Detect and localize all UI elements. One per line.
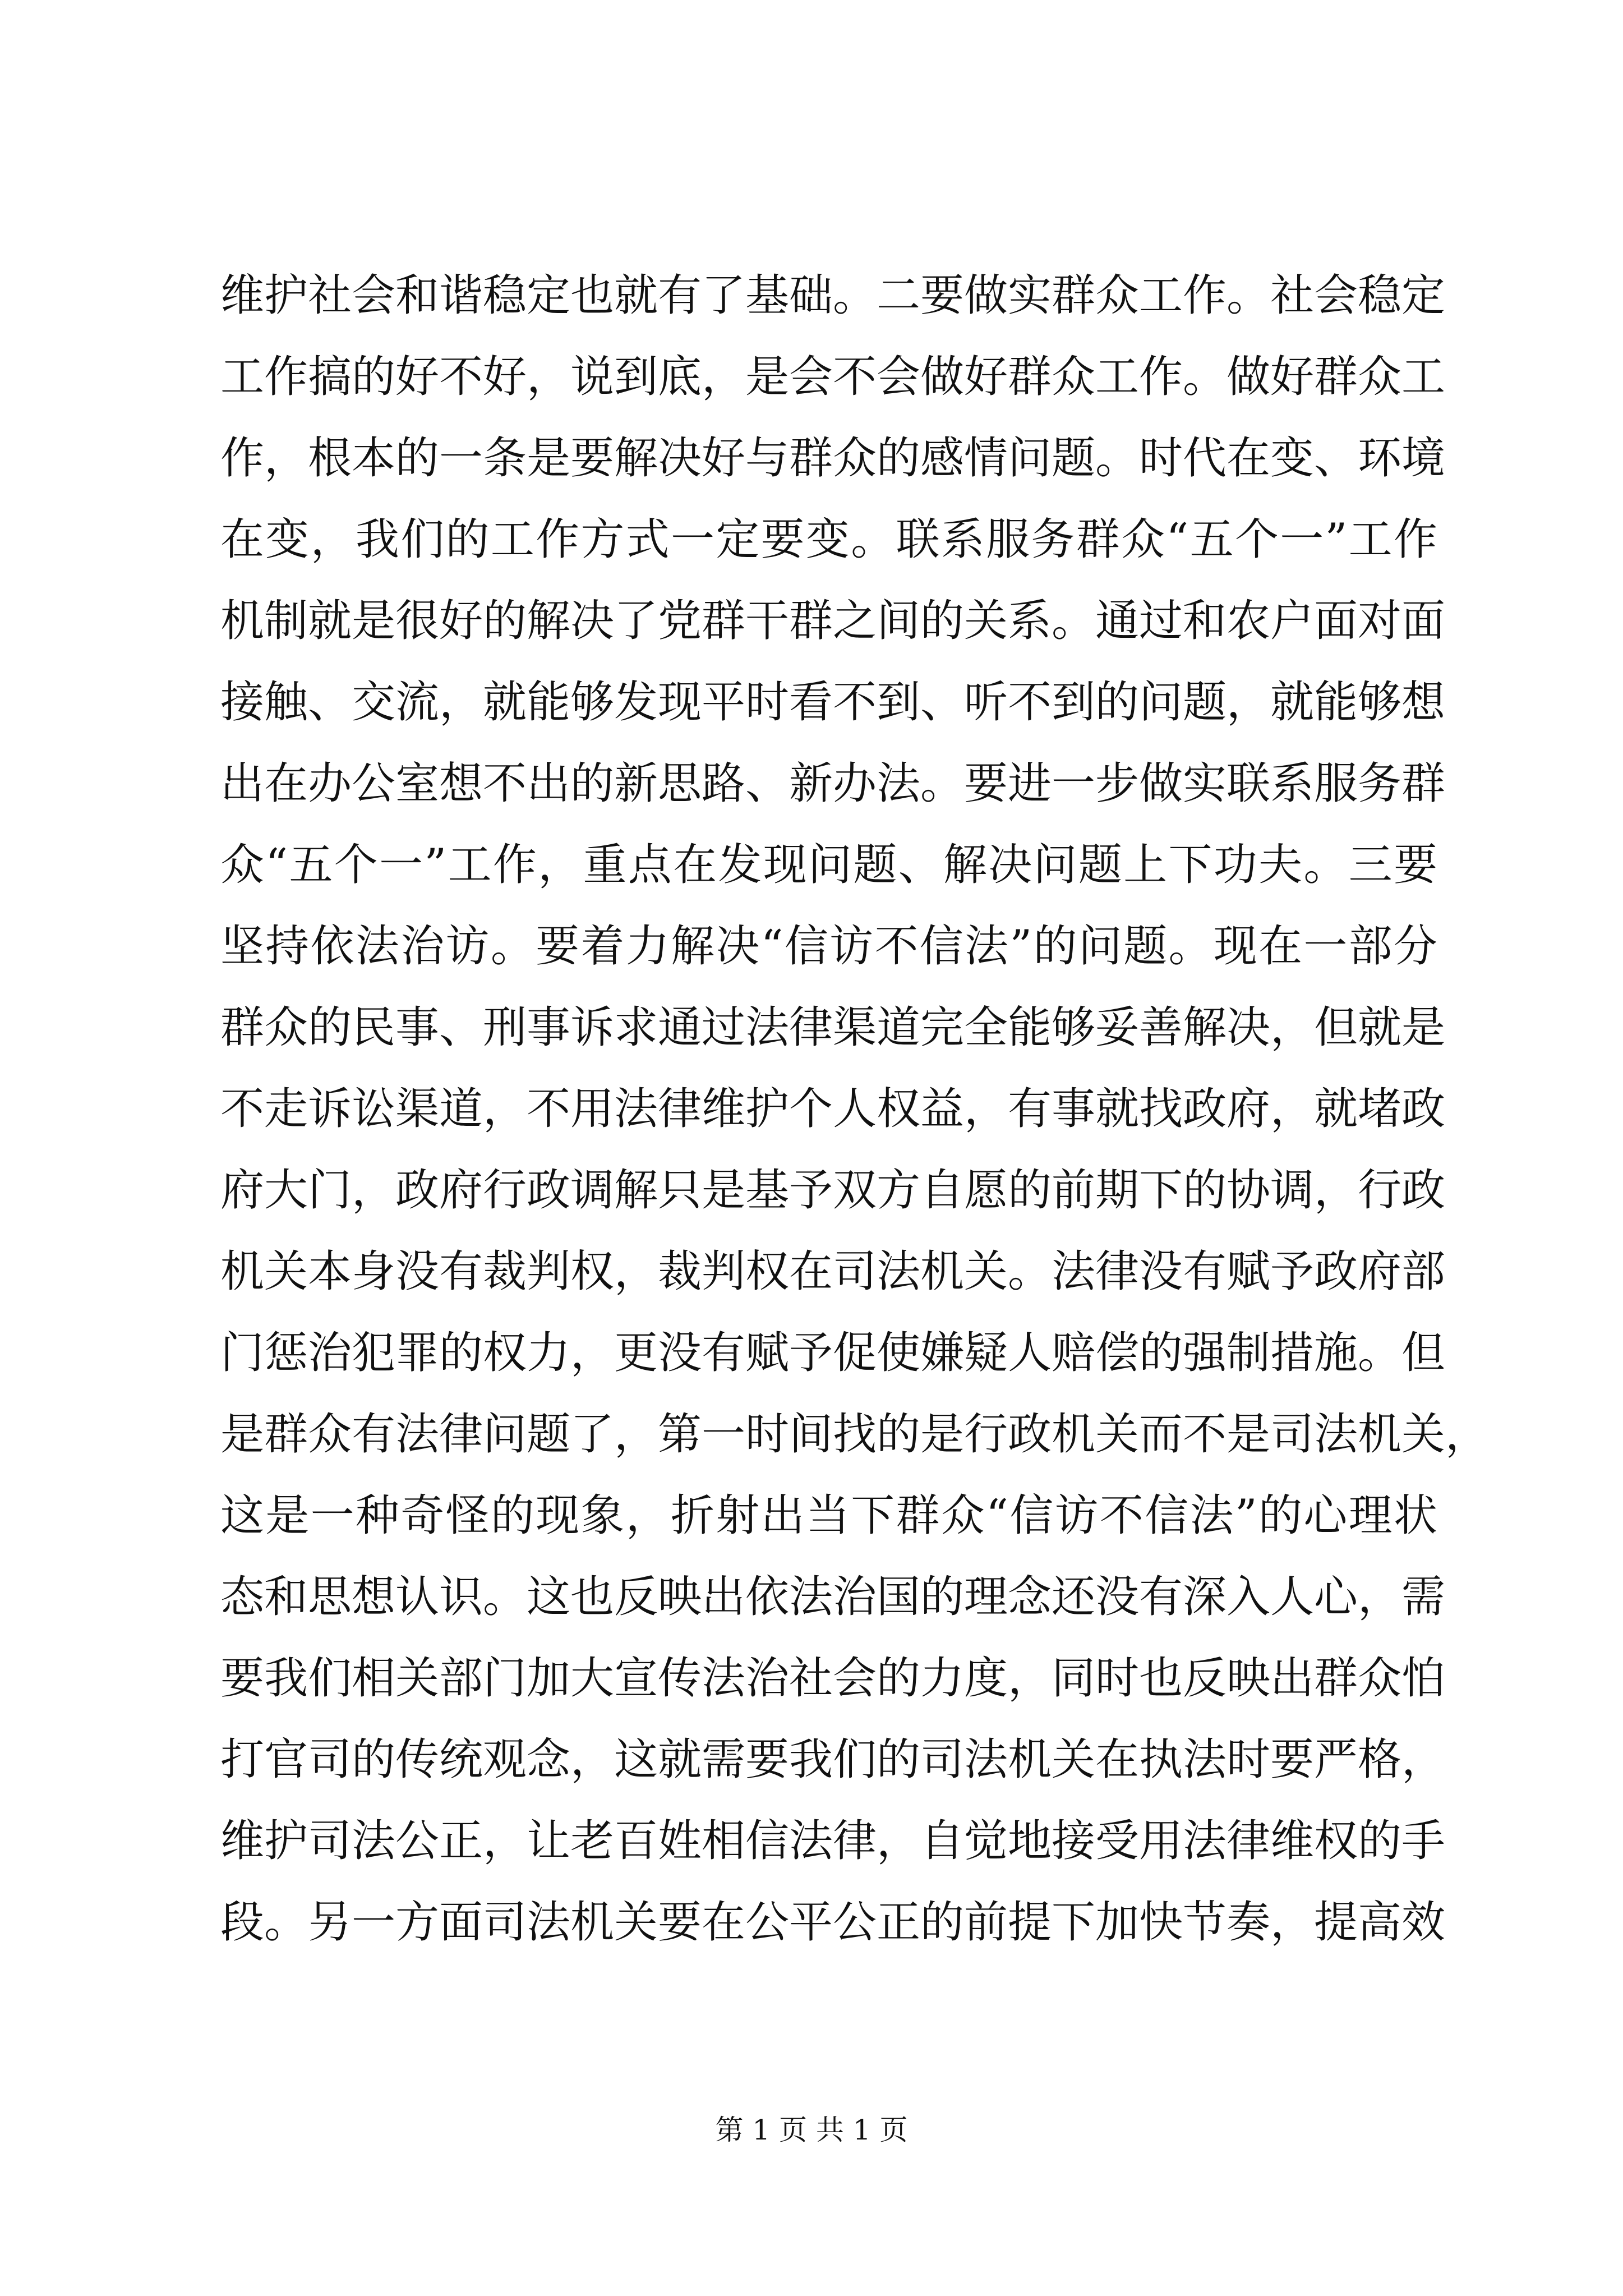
text-line: 出在办公室想不出的新思路、新办法。要进一步做实联系服务群 bbox=[220, 758, 1446, 809]
text-line: 这是一种奇怪的现象，折射出当下群众“信访不信法”的心理状 bbox=[220, 1490, 1437, 1541]
text-line: 是群众有法律问题了，第一时间找的是行政机关而不是司法机关， bbox=[220, 1409, 1490, 1460]
page-number-footer: 第 1 页 共 1 页 bbox=[715, 2114, 908, 2146]
text-line: 工作搞的好不好，说到底，是会不会做好群众工作。做好群众工 bbox=[220, 352, 1446, 402]
text-line: 群众的民事、刑事诉求通过法律渠道完全能够妥善解决，但就是 bbox=[220, 1002, 1446, 1053]
text-line: 接触、交流，就能够发现平时看不到、听不到的问题，就能够想 bbox=[220, 677, 1446, 728]
text-line: 坚持依法治访。要着力解决“信访不信法”的问题。现在一部分 bbox=[220, 921, 1437, 972]
text-line: 机制就是很好的解决了党群干群之间的关系。通过和农户面对面 bbox=[220, 596, 1446, 646]
text-line: 打官司的传统观念，这就需要我们的司法机关在执法时要严格， bbox=[220, 1734, 1446, 1785]
body-paragraph bbox=[220, 255, 1490, 1963]
text-line: 不走诉讼渠道，不用法律维护个人权益，有事就找政府，就堵政 bbox=[220, 1084, 1446, 1134]
text-line: 府大门，政府行政调解只是基予双方自愿的前期下的协调，行政 bbox=[220, 1165, 1446, 1216]
text-line: 在变，我们的工作方式一定要变。联系服务群众“五个一”工作 bbox=[220, 514, 1437, 565]
text-line: 要我们相关部门加大宣传法治社会的力度，同时也反映出群众怕 bbox=[220, 1653, 1446, 1704]
text-line: 段。另一方面司法机关要在公平公正的前提下加快节奏，提高效 bbox=[220, 1897, 1446, 1948]
text-line: 维护社会和谐稳定也就有了基础。二要做实群众工作。社会稳定 bbox=[220, 270, 1446, 321]
text-line: 作，根本的一条是要解决好与群众的感情问题。时代在变、环境 bbox=[220, 433, 1446, 484]
text-line: 门惩治犯罪的权力，更没有赋予促使嫌疑人赔偿的强制措施。但 bbox=[220, 1328, 1446, 1378]
text-line: 态和思想认识。这也反映出依法治国的理念还没有深入人心，需 bbox=[220, 1572, 1446, 1622]
text-line: 众“五个一”工作，重点在发现问题、解决问题上下功夫。三要 bbox=[220, 840, 1437, 890]
text-line: 维护司法公正，让老百姓相信法律，自觉地接受用法律维权的手 bbox=[220, 1816, 1446, 1866]
text-line: 机关本身没有裁判权，裁判权在司法机关。法律没有赋予政府部 bbox=[220, 1246, 1446, 1297]
